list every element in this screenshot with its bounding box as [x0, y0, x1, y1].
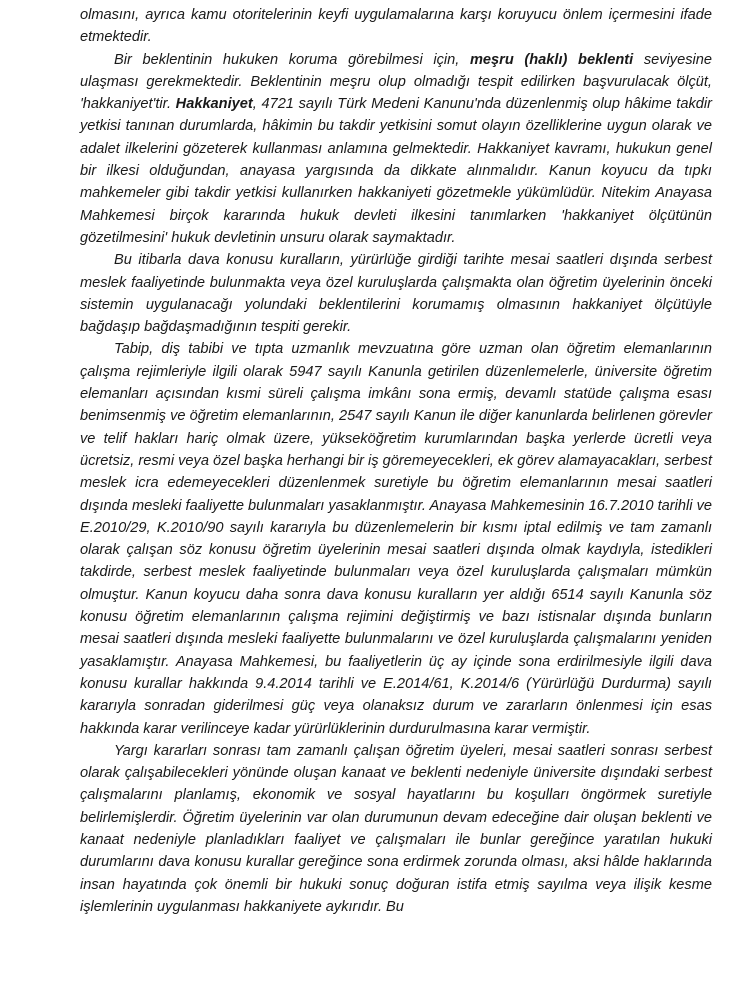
paragraph-1 — [80, 4, 712, 49]
paragraph-2 — [80, 49, 712, 250]
text-segment: Yargı kararları sonrası tam zamanlı çalışan öğretim üyeleri, mesai saatleri sonrası serbest olarak çalışabilecekleri yönünde oluşan kanaat ve beklenti nedeniyle üniversite dışındaki serbest çalışmalarını planlamış, ekonomik ve sosyal hayatlarını bu koşulları öngörmek suretiyle belirlemişlerdir. Öğretim üyelerinin var olan durumunun devam edeceğine dair oluşan beklenti ve kanaat nedeniyle planladıkları faaliyet ve çalışmaları ile bunlar gereğince yaratılan hukuki durumlarını dava konusu kurallar gereğince sona erdirmek zorunda olması, aksi hâlde haklarında insan hayatında çok önemli bir hukuki sonuç doğuran istifa etmiş sayılma veya ilişik kesme işlemlerinin uygulanması hakkaniyete aykırıdır. Bu — [80, 742, 712, 915]
bold-term-hakkaniyet: Hakkaniyet — [175, 96, 253, 113]
paragraph-3 — [80, 249, 712, 338]
bold-term-mesru-beklenti: meşru (haklı) beklenti — [469, 51, 634, 68]
text-segment: , 4721 sayılı Türk Medeni Kanunu'nda düzenlenmiş olup hâkime takdir yetkisi tanınan durumlarda, hâkimin bu takdir yetkisini somut olayın özelliklerine uygun olarak ve adalet ilkelerini gözeterek kullanması anlamına gelmektedir. Hakkaniyet kavramı, hukukun genel bir ilkesi olduğundan, anayasa yargısında da dikkate alınmalıdır. Kanun koyucu da tıpkı mahkemeler gibi takdir yetkisi kullanırken hakkaniyeti gözetmekle yükümlüdür. Nitekim Anayasa Mahkemesi birçok kararında hukuk devleti ilkesini tanımlarken 'hakkaniyet ölçütünün gözetilmesini' hukuk devletinin unsuru olarak saymaktadır. — [80, 96, 712, 246]
paragraph-4 — [80, 338, 712, 739]
text-segment: seviyesine ulaşması gerekmektedir. Beklentinin meşru olup olmadığı tespit edilirken başvurulacak ölçüt, 'hakkaniyet'tir. — [80, 51, 712, 113]
text-segment: Bir beklentinin hukuken koruma görebilmesi için, — [114, 51, 470, 68]
text-segment: Bu itibarla dava konusu kuralların, yürürlüğe girdiği tarihte mesai saatleri dışında serbest meslek faaliyetinde bulunmakta veya özel kuruluşlarda çalışmakta olan öğretim üyelerinin önceki sistemin uygulanacağı yolundaki beklentilerini korumamış olmasının hakkaniyet ölçütüyle bağdaşıp bağdaşmadığının tespiti gerekir. — [80, 252, 712, 336]
text-segment: olmasını, ayrıca kamu otoritelerinin keyfi uygulamalarına karşı koruyucu önlem içermesini ifade etmektedir. — [80, 7, 712, 46]
text-segment: Tabip, diş tabibi ve tıpta uzmanlık mevzuatına göre uzman olan öğretim elemanlarının çalışma rejimleriyle ilgili olarak 5947 sayılı Kanunla getirilen düzenlemelerle, üniversite öğretim elemanları açısından kısmi süreli çalışma imkânı sona ermiş, devamlı statüde çalışma esası benimsenmiş ve öğretim elemanlarının, 2547 sayılı Kanun ile diğer kanunlarda belirlenen görevler ve telif hakları hariç olmak üzere, yükseköğretim kurumlarından başka yerlerde ücretli veya ücretsiz, resmi veya özel başka herhangi bir iş göremeyecekleri, ek görev alamayacakları, serbest meslek icra edemeyecekleri düzenlenmek suretiyle bu öğretim elemanlarının mesai saatleri dışında mesleki faaliyette bulunmaları yasaklanmıştır. Anayasa Mahkemesinin 16.7.2010 tarihli ve E.2010/29, K.2010/90 sayılı kararıyla bu düzenlemelerin bir kısmı iptal edilmiş ve tam zamanlı olarak çalışan söz konusu öğretim üyelerinin mesai saatleri dışında olmak kaydıyla, istedikleri takdirde, serbest meslek faaliyetinde bulunmaları veya özel kuruluşlarda çalışmaları mümkün olmuştur. Kanun koyucu daha sonra dava konusu kuralların yer aldığı 6514 sayılı Kanunla söz konusu öğretim elemanlarının çalışma rejimini değiştirmiş ve bazı istisnalar dışında bunların mesai saatleri dışında mesleki faaliyette bulunmalarını ve özel kuruluşlarda çalışmalarını yeniden yasaklamıştır. Anayasa Mahkemesi, bu faaliyetlerin üç ay içinde sona erdirilmesiyle ilgili dava konusu kurallar hakkında 9.4.2014 tarihli ve E.2014/61, K.2014/6 (Yürürlüğü Durdurma) sayılı kararıyla sonradan giderilmesi güç veya olanaksız durum ve zararların önlenmesi için esas hakkında karar verilinceye kadar yürürlüklerinin durdurulmasına karar vermiştir. — [80, 341, 712, 737]
paragraph-5 — [80, 740, 712, 918]
